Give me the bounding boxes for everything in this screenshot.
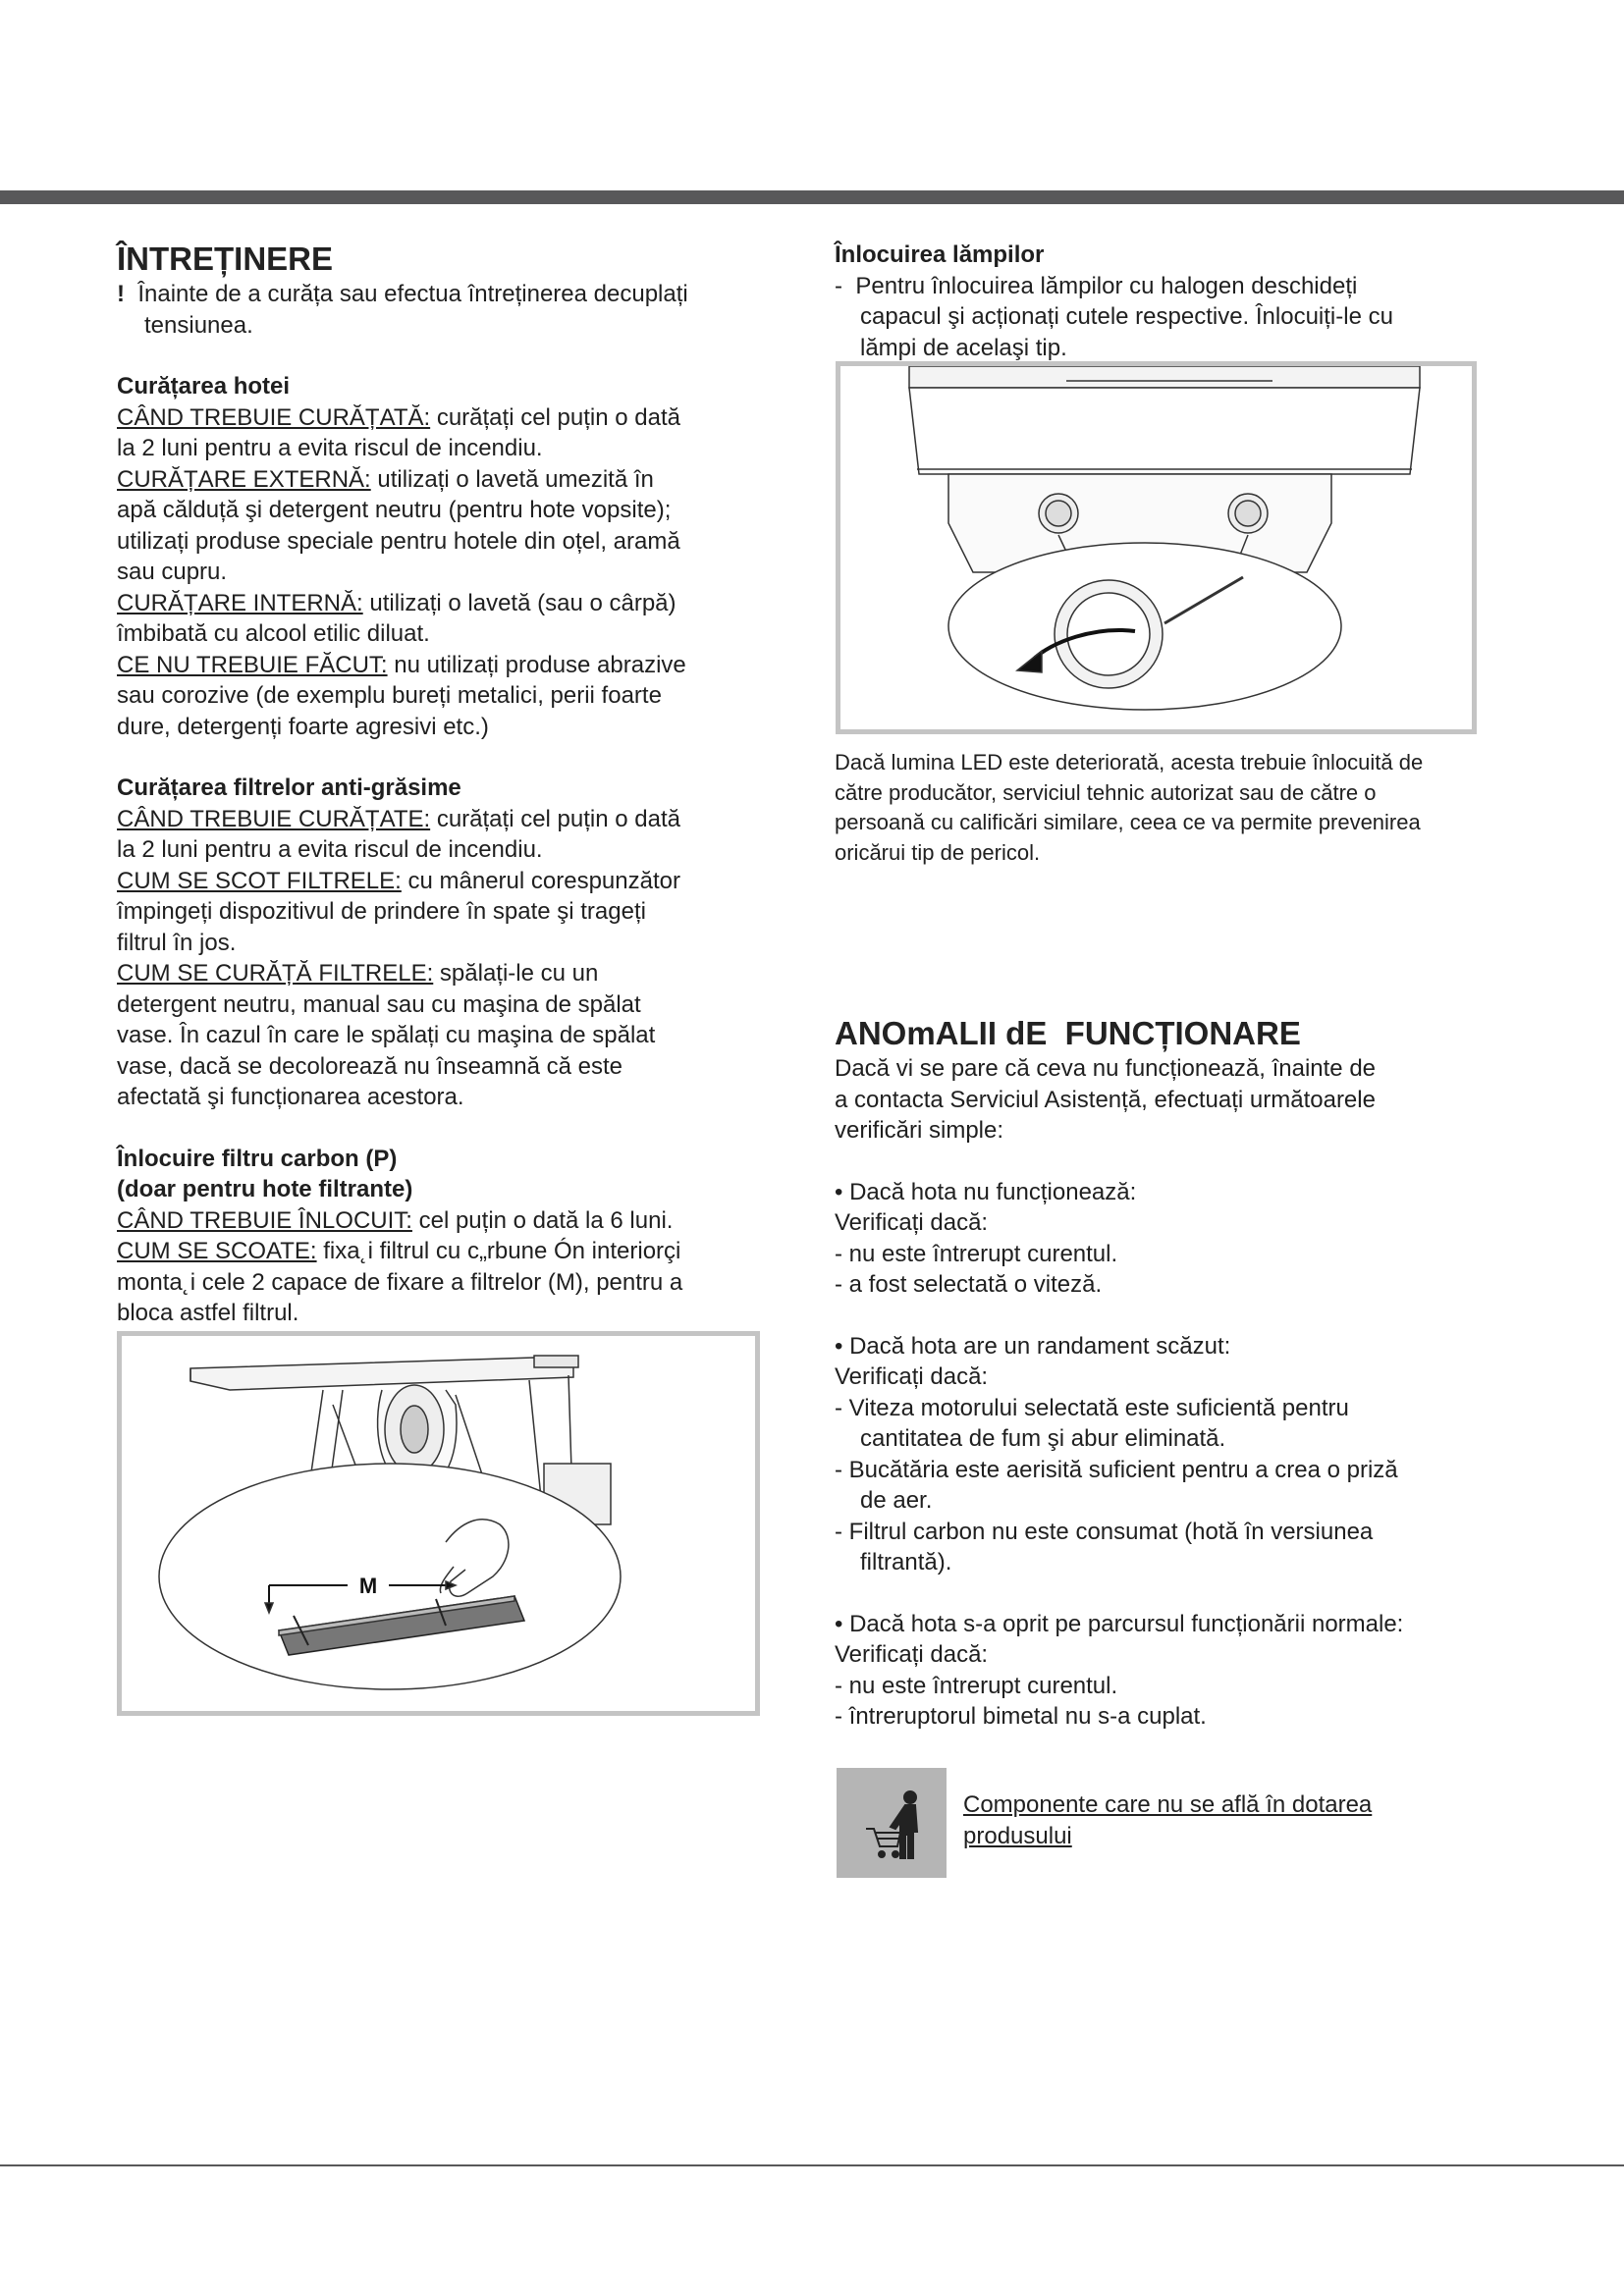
figure-label-m: M — [358, 1574, 378, 1598]
lamp-illustration — [840, 366, 1472, 729]
warning-mark: ! — [117, 281, 125, 307]
list-item: - Filtrul carbon nu este consumat (hotă în versiunea — [835, 1518, 1374, 1545]
lamp-figure — [836, 361, 1477, 734]
anomalies-title: ANOmALII dE FUNCȚIONARE — [835, 1015, 1301, 1051]
list-item: - întreruptorul bimetal nu s-a cuplat. — [835, 1703, 1207, 1730]
case-not-working: • Dacă hota nu funcționează: — [835, 1178, 1137, 1205]
bottom-rule — [0, 2164, 1624, 2166]
carbon-filter-illustration — [122, 1336, 755, 1711]
case-stopped: • Dacă hota s-a oprit pe parcursul funcționării normale: — [835, 1610, 1404, 1637]
left-column: ÎNTREȚINERE ! Înainte de a curăța sau efectua întreținerea decuplați tensiunea. Curățarea hotei CÂND TREBUIE CURĂȚATĂ: curățați cel puțin o dată la 2 luni pentru a evita riscul de incendiu. CURĂȚARE EXTERNĂ: utilizați o lavetă umezită în apă călduță şi detergent neutru (pentru hote vopsite); utilizați produse speciale pentru hotele din oțel, aramă sau cupru. CURĂȚARE INTERNĂ: utilizați o lavetă (sau o cârpă) îmbibată cu alcool etilic diluat. CE NU TREBUIE FĂCUT: nu utilizați produse abrazive sau corozive (de exemplu bureți metalici, perii foarte dure, detergenți foarte agresivi etc.) Curățarea filtrelor anti-grăsime CÂND TREBUIE CURĂȚATE: curățați cel puțin o dată la 2 luni pentru a evita riscul de incendiu. CUM SE SCOT FILTRELE: cu mânerul corespunzător împingeți dispozitivul de prindere în spate şi trageți filtrul în jos. CUM SE CURĂȚĂ FILTRELE: spălați-le cu un detergent neutru, manual sau cu maşina de spălat vase. În cazul în care le spălați cu maşina de spălat vase, dacă se decolorează nu înseamnă că este afectată şi funcționarea acestora. Înlocuire filtru carbon (P) (doar pentru hote filtrante) CÂND TREBUIE ÎNLOCUIT: cel puțin o dată la 6 luni. CUM SE SCOATE: fixa˛i filtrul cu c„rbune Ón interiorçi monta˛i cele 2 capace de fixare a filtrelor (M), pentru a bloca astfel filtrul. — [117, 240, 755, 1329]
shopping-cart-icon — [837, 1768, 947, 1878]
top-rule — [0, 190, 1624, 204]
case-low-performance: • Dacă hota are un randament scăzut: — [835, 1332, 1231, 1360]
anomalies-section: ANOmALII dE FUNCȚIONARE Dacă vi se pare că ceva nu funcționează, înainte de a contacta Serviciul Asistență, efectuați următoarele verificări simple: • Dacă hota nu funcționează: Verificați dacă: - nu este întrerupt curentul. - a fost selectată o viteză. • Dacă hota are un randament scăzut: Verificați dacă: - Viteza motorului selectată este suficientă pentru cantitatea de fum şi abur eliminată. - Bucătăria este aerisită suficient pentru a crea o priză de aer. - Filtrul carbon nu este consumat (hotă în versiunea filtrantă). • Dacă hota s-a oprit pe parcursul funcționării normale: Verificați dacă: - nu este întrerupt curentul. - întreruptorul bimetal nu s-a cuplat. — [835, 1014, 1483, 1733]
list-item: - Viteza motorului selectată este suficientă pentru — [835, 1394, 1349, 1421]
carbon-filter-heading: Înlocuire filtru carbon (P) — [117, 1145, 398, 1172]
section-title-maintenance: ÎNTREȚINERE — [117, 240, 334, 277]
carbon-filter-figure — [117, 1331, 760, 1716]
hood-cleaning-heading: Curățarea hotei — [117, 373, 291, 400]
components-note — [837, 1768, 1485, 1878]
list-item: - a fost selectată o viteză. — [835, 1271, 1103, 1298]
warning-note: ! Înainte de a curăța sau efectua întreținerea decuplați — [117, 281, 688, 307]
filter-cleaning-heading: Curățarea filtrelor anti-grăsime — [117, 774, 461, 801]
lamp-replacement-heading: Înlocuirea lămpilor — [835, 241, 1045, 268]
list-item: - nu este întrerupt curentul. — [835, 1672, 1118, 1699]
led-note: Dacă lumina LED este deteriorată, acesta trebuie înlocuită de către producător, serviciul tehnic autorizat sau de către o persoană cu calificări similare, ceea ce va permite prevenirea oricărui tip de pericol. — [835, 750, 1424, 865]
list-item: - Bucătăria este aerisită suficient pentru a crea o priză — [835, 1456, 1398, 1483]
list-item: - nu este întrerupt curentul. — [835, 1240, 1118, 1267]
right-column: Înlocuirea lămpilor - Pentru înlocuirea lămpilor cu halogen deschideți capacul şi acționați cutele respective. Înlocuiți-le cu lămpi de acelaşi tip. — [835, 240, 1483, 363]
components-note-text: Componente care nu se află în dotarea produsului — [963, 1791, 1373, 1849]
